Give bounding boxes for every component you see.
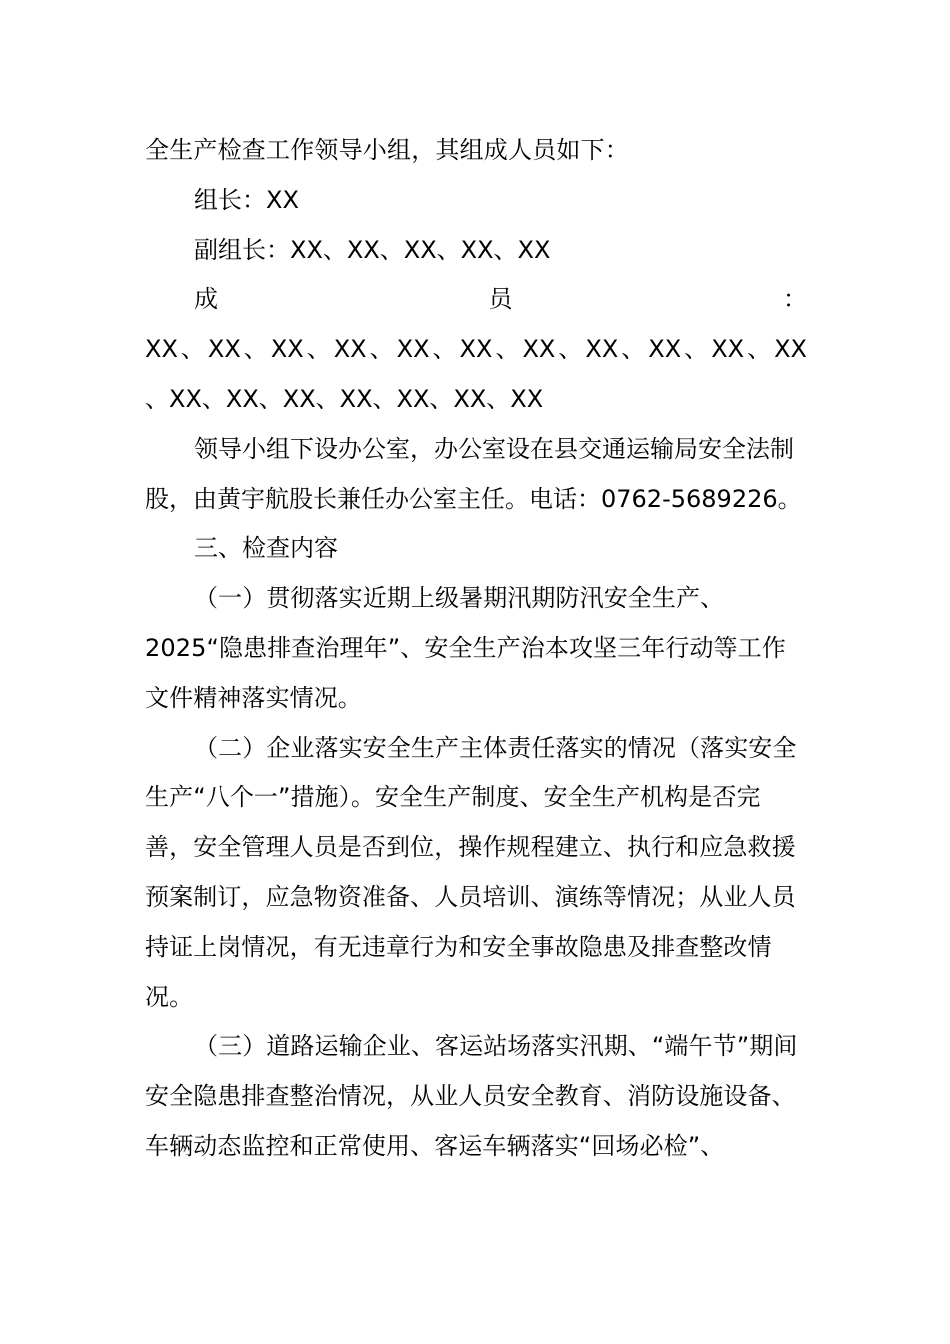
office-paragraph: 领导小组下设办公室，办公室设在县交通运输局安全法制股，由黄宇航股长兼任办公室主任。电话：0762-5689226。 — [145, 434, 802, 513]
document-body — [145, 126, 807, 1172]
members-list-line-1: XX、XX、XX、XX、XX、XX、XX、XX、XX、XX、XX — [145, 335, 807, 364]
paragraph-leading-group-line: 全生产检查工作领导小组，其组成人员如下： — [145, 136, 629, 164]
members-heading-line: 成员： — [194, 285, 807, 314]
inspection-item-1: （一）贯彻落实近期上级暑期汛期防汛安全生产、2025“隐患排查治理年”、安全生产治本攻坚三年行动等工作文件精神落实情况。 — [145, 584, 786, 712]
inspection-item-2: （二）企业落实安全生产主体责任落实的情况（落实安全生产“八个一”措施）。安全生产制度、安全生产机构是否完善，安全管理人员是否到位，操作规程建立、执行和应急救援预案制订，应急物资准备、人员培训、演练等情况；从业人员持证上岗情况，有无违章行为和安全事故隐患及排查整改情况。 — [145, 733, 797, 1011]
members-list-line-2: 、XX、XX、XX、XX、XX、XX、XX — [145, 384, 544, 413]
inspection-item-3: （三）道路运输企业、客运站场落实汛期、“端午节”期间安全隐患排查整治情况，从业人员安全教育、消防设施设备、车辆动态监控和正常使用、客运车辆落实“回场必检”、 — [145, 1032, 798, 1160]
section-heading-inspection-content: 三、检查内容 — [194, 534, 338, 563]
deputy-leader-line: 副组长：XX、XX、XX、XX、XX — [194, 235, 551, 264]
group-leader-line: 组长：XX — [194, 185, 299, 214]
